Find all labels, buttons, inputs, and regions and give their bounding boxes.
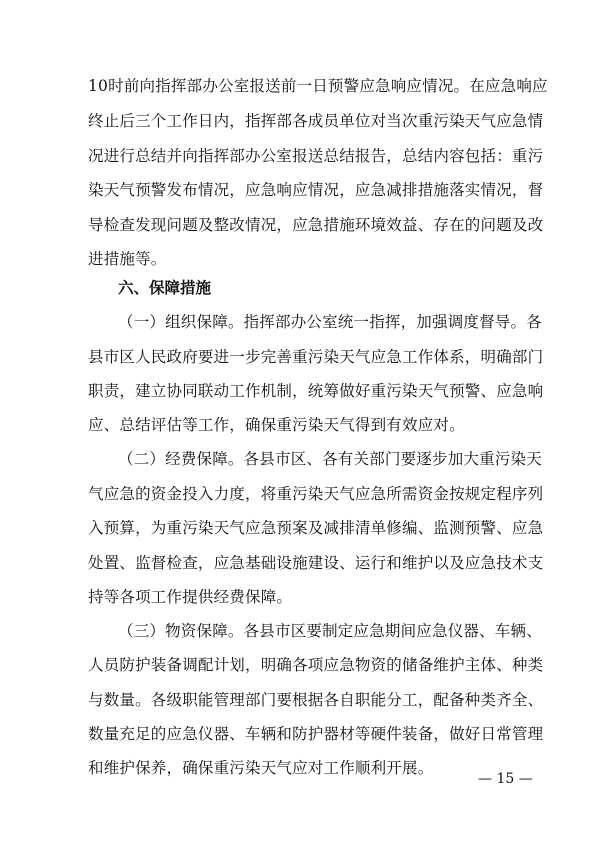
- text-line: 进措施等。: [88, 250, 167, 268]
- text-line: 与数量。各级职能管理部门要根据各自职能分工，配备种类齐全、: [88, 691, 544, 709]
- text-line: （三）物资保障。各县市区要制定应急期间应急仪器、车辆、: [118, 622, 542, 640]
- text-line: （一）组织保障。指挥部办公室统一指挥，加强调度督导。各: [118, 313, 542, 331]
- text-line: 导检查发现问题及整改情况，应急措施环境效益、存在的问题及改: [88, 216, 544, 234]
- text-line: 终止后三个工作日内，指挥部各成员单位对当次重污染天气应急情: [88, 112, 544, 130]
- text-line: 职责，建立协同联动工作机制，统筹做好重污染天气预警、应急响: [88, 382, 544, 400]
- text-line: 应、总结评估等工作，确保重污染天气得到有效应对。: [88, 416, 465, 434]
- text-line: 县市区人民政府要进一步完善重污染天气应急工作体系，明确部门: [88, 348, 544, 366]
- text-line: 染天气预警发布情况，应急响应情况，应急减排措施落实情况，督: [88, 181, 544, 199]
- page-number: — 15 —: [478, 771, 533, 787]
- text-line: 入预算，为重污染天气应急预案及减排清单修编、监测预警、应急: [88, 519, 544, 537]
- text-line: 人员防护装备调配计划，明确各项应急物资的储备维护主体、种类: [88, 656, 544, 674]
- text-line: 和维护保养，确保重污染天气应对工作顺利开展。: [88, 759, 434, 777]
- text-line: 10时前向指挥部办公室报送前一日预警应急响应情况。在应急响应: [88, 77, 548, 95]
- text-line: 处置、监督检查，应急基础设施建设、运行和维护以及应急技术支: [88, 554, 544, 572]
- text-line: 气应急的资金投入力度，将重污染天气应急所需资金按规定程序列: [88, 485, 544, 503]
- text-line: 况进行总结并向指挥部办公室报送总结报告，总结内容包括：重污: [88, 147, 544, 165]
- text-line: 数量充足的应急仪器、车辆和防护器材等硬件装备，做好日常管理: [88, 725, 544, 743]
- section-heading: 六、保障措施: [118, 279, 212, 297]
- text-line: 持等各项工作提供经费保障。: [88, 588, 293, 606]
- text-line: （二）经费保障。各县市区、各有关部门要逐步加大重污染天: [118, 450, 542, 468]
